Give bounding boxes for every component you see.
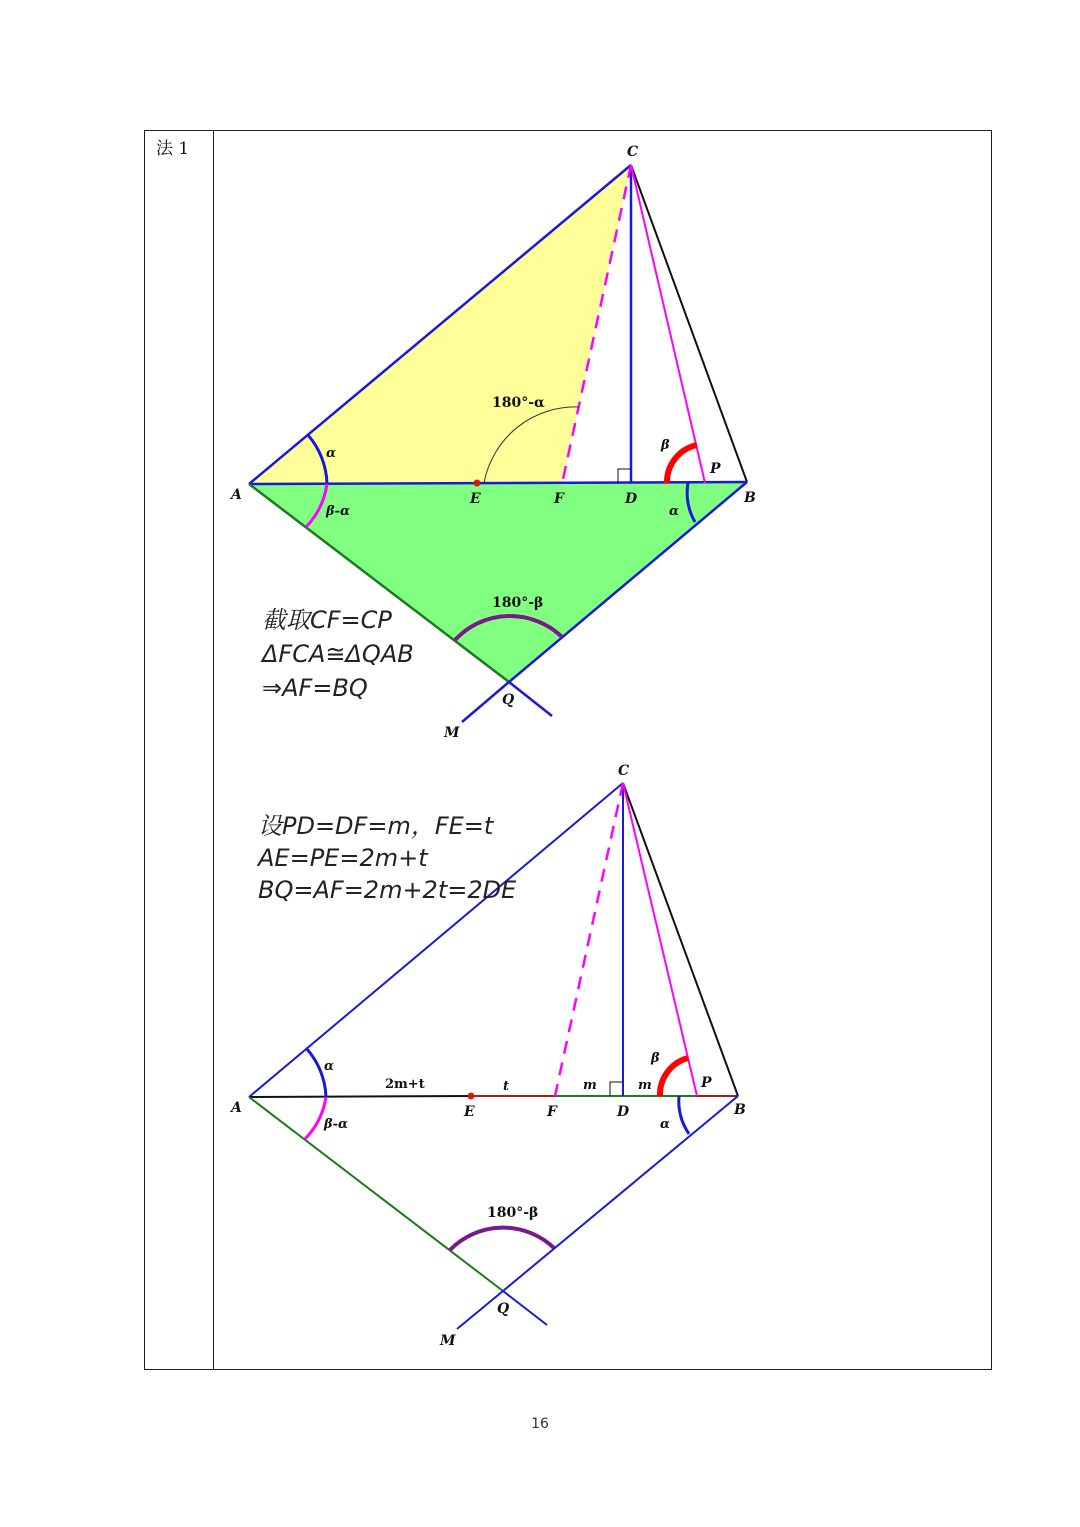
arc-180-minus-beta-2 bbox=[450, 1228, 554, 1250]
segment-ae-2 bbox=[249, 1096, 472, 1097]
label-q-2: Q bbox=[497, 1301, 510, 1317]
label-m: M bbox=[444, 725, 460, 741]
note-line-1: 截取CF=CP bbox=[262, 606, 392, 634]
label-b-2: B bbox=[734, 1102, 746, 1118]
label-d-2: D bbox=[617, 1104, 630, 1120]
segment-cp bbox=[631, 165, 705, 483]
label-angle-180-beta: 180°-β bbox=[492, 595, 544, 611]
label-angle-180-beta-2: 180°-β bbox=[487, 1205, 539, 1221]
arc-alpha-a-2 bbox=[306, 1048, 326, 1097]
segment-bq-2 bbox=[503, 1096, 738, 1291]
label-angle-180-alpha: 180°-α bbox=[492, 395, 545, 411]
arc-beta-2 bbox=[660, 1058, 688, 1096]
segment-cb-2 bbox=[623, 783, 738, 1096]
segment-cf-dashed-2 bbox=[555, 783, 623, 1096]
label-m-2: M bbox=[440, 1333, 456, 1349]
label-segment-dp: m bbox=[638, 1078, 652, 1093]
label-e: E bbox=[470, 491, 481, 507]
label-f: F bbox=[554, 491, 564, 507]
right-angle-marker-2 bbox=[610, 1082, 623, 1096]
segment-cb bbox=[631, 165, 747, 482]
segment-aq-2 bbox=[249, 1097, 503, 1291]
arc-beta bbox=[667, 445, 697, 483]
segment-aq-extension bbox=[509, 682, 552, 716]
label-angle-alpha-a-2: α bbox=[324, 1059, 335, 1074]
label-e-2: E bbox=[464, 1104, 475, 1120]
right-angle-marker bbox=[618, 469, 631, 483]
label-c: C bbox=[627, 144, 639, 160]
arc-beta-minus-alpha-2 bbox=[305, 1097, 326, 1139]
label-segment-fd: m bbox=[583, 1078, 597, 1093]
label-p: P bbox=[710, 461, 721, 477]
note-line-1-2: 设PD=DF=m，FE=t bbox=[258, 812, 494, 840]
label-c-2: C bbox=[618, 763, 630, 779]
figure-1 bbox=[229, 144, 756, 741]
segment-cp-2 bbox=[623, 783, 697, 1096]
label-angle-alpha-a: α bbox=[326, 446, 337, 461]
note-line-2: ΔFCA≅ΔQAB bbox=[262, 640, 414, 668]
label-a: A bbox=[231, 487, 242, 503]
label-p-2: P bbox=[701, 1075, 712, 1091]
label-f-2: F bbox=[547, 1104, 557, 1120]
label-angle-beta-minus-alpha-2: β-α bbox=[324, 1117, 349, 1132]
label-q: Q bbox=[502, 692, 515, 708]
label-angle-beta-2: β bbox=[651, 1051, 660, 1066]
label-angle-beta-minus-alpha: β-α bbox=[326, 504, 351, 519]
label-angle-beta: β bbox=[661, 438, 670, 453]
label-segment-ef: t bbox=[503, 1079, 510, 1094]
label-b: B bbox=[744, 490, 756, 506]
note-line-2-2: AE=PE=2m+t bbox=[258, 844, 428, 872]
point-e-dot bbox=[474, 480, 481, 487]
label-d: D bbox=[625, 491, 638, 507]
figure-2 bbox=[229, 763, 746, 1349]
page-number: 16 bbox=[531, 1416, 549, 1432]
note-line-3-2: BQ=AF=2m+2t=2DE bbox=[258, 876, 517, 904]
label-segment-ae: 2m+t bbox=[385, 1077, 425, 1092]
label-a-2: A bbox=[231, 1100, 242, 1116]
label-angle-alpha-b: α bbox=[669, 504, 680, 519]
note-line-3: ⇒AF=BQ bbox=[262, 674, 368, 702]
method-label: 法 1 bbox=[156, 139, 190, 159]
label-angle-alpha-b-2: α bbox=[660, 1117, 671, 1132]
segment-aq-extension-2 bbox=[503, 1291, 547, 1325]
arc-alpha-b-2 bbox=[679, 1096, 689, 1134]
point-e-dot-2 bbox=[468, 1093, 475, 1100]
